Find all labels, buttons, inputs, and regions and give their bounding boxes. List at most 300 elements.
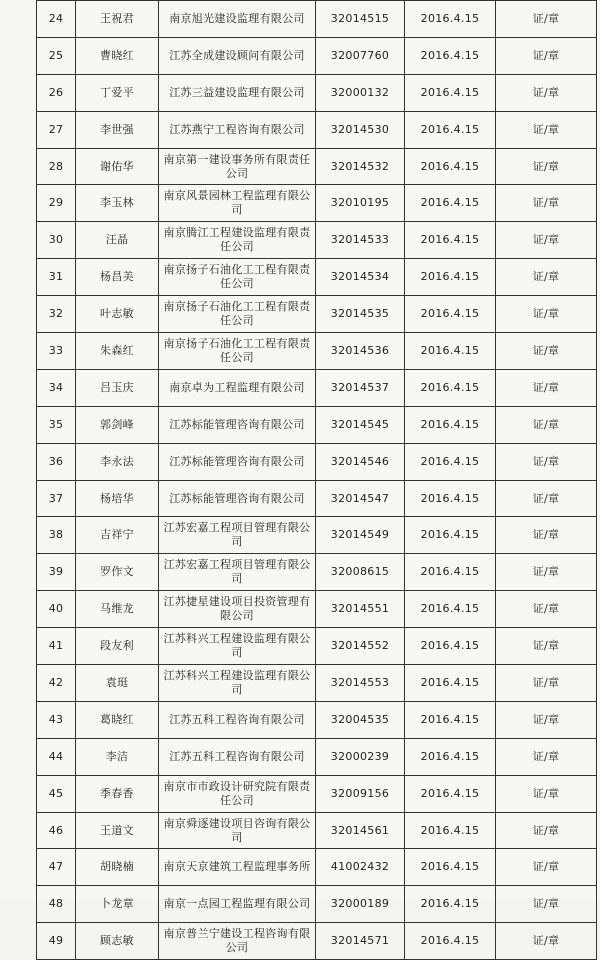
cell-issued (496, 554, 597, 591)
cell-number (37, 369, 76, 406)
cell-number (37, 1, 76, 38)
table-row (37, 775, 597, 812)
cell-date (405, 665, 496, 702)
cell-person-name-text: 顾志敏 (100, 934, 134, 948)
cell-certificate-number (316, 74, 405, 111)
cell-number (37, 443, 76, 480)
cell-date-text: 2016.4.15 (420, 380, 480, 394)
cell-date-text: 2016.4.15 (420, 454, 480, 468)
cell-company (159, 74, 316, 111)
cell-certificate-number (316, 406, 405, 443)
cell-certificate-number-text: 32014546 (330, 454, 390, 468)
cell-number-text: 27 (48, 122, 64, 136)
cell-company (159, 37, 316, 74)
cell-number-text: 26 (48, 85, 64, 99)
cell-person-name (76, 74, 159, 111)
cell-certificate-number-text: 32000239 (330, 749, 390, 763)
cell-certificate-number-text: 32014530 (330, 122, 390, 136)
cell-certificate-number-text: 32014552 (330, 639, 390, 653)
cell-company-text: 南京天京建筑工程监理事务所 (163, 860, 311, 874)
cell-company (159, 259, 316, 296)
cell-company-text: 南京风景园林工程监理有限公司 (163, 189, 311, 217)
cell-certificate-number (316, 591, 405, 628)
cell-person-name (76, 148, 159, 185)
cell-company-text: 南京腾江工程建设监理有限责任公司 (163, 226, 311, 254)
cell-certificate-number-text: 32014537 (330, 380, 390, 394)
cell-certificate-number-text: 32007760 (330, 48, 390, 62)
cell-company (159, 111, 316, 148)
cell-number (37, 74, 76, 111)
cell-date-text: 2016.4.15 (420, 159, 480, 173)
cell-person-name-text: 吉祥宁 (100, 528, 134, 542)
cell-date-text: 2016.4.15 (420, 491, 480, 505)
cell-issued (496, 812, 597, 849)
table-row (37, 480, 597, 517)
cell-person-name-text: 曹晓红 (100, 48, 134, 62)
cell-certificate-number (316, 37, 405, 74)
cell-person-name-text: 朱森红 (100, 343, 134, 357)
cell-number-text: 42 (48, 675, 64, 689)
cell-company (159, 812, 316, 849)
cell-date-text: 2016.4.15 (420, 343, 480, 357)
cell-certificate-number-text: 32014533 (330, 233, 390, 247)
cell-person-name (76, 443, 159, 480)
cell-person-name-text: 李世强 (100, 122, 134, 136)
cell-number-text: 47 (48, 860, 64, 874)
cell-issued (496, 923, 597, 960)
cell-issued-text: 证/章 (532, 307, 560, 321)
cell-number-text: 39 (48, 565, 64, 579)
cell-person-name (76, 1, 159, 38)
cell-number (37, 185, 76, 222)
cell-person-name-text: 罗作文 (100, 565, 134, 579)
cell-issued (496, 74, 597, 111)
cell-issued (496, 701, 597, 738)
cell-company-text: 南京市市政设计研究院有限责任公司 (163, 779, 311, 807)
cell-person-name-text: 丁爱平 (100, 85, 134, 99)
cell-issued-text: 证/章 (532, 343, 560, 357)
cell-certificate-number (316, 812, 405, 849)
cell-person-name-text: 吕玉庆 (100, 380, 134, 394)
table-row (37, 148, 597, 185)
table-row (37, 591, 597, 628)
cell-company (159, 628, 316, 665)
cell-company (159, 849, 316, 886)
cell-company-text: 江苏宏嘉工程项目管理有限公司 (163, 521, 311, 549)
table-body (37, 1, 597, 960)
cell-company (159, 517, 316, 554)
cell-date (405, 738, 496, 775)
cell-number (37, 886, 76, 923)
table-row (37, 406, 597, 443)
cell-number (37, 259, 76, 296)
cell-certificate-number (316, 111, 405, 148)
cell-number-text: 35 (48, 417, 64, 431)
cell-issued-text: 证/章 (532, 528, 560, 542)
cell-number-text: 41 (48, 639, 64, 653)
cell-person-name-text: 王道文 (100, 823, 134, 837)
cell-date (405, 37, 496, 74)
cell-date (405, 591, 496, 628)
cell-certificate-number (316, 222, 405, 259)
cell-person-name-text: 王祝君 (100, 11, 134, 25)
cell-company (159, 701, 316, 738)
cell-person-name (76, 628, 159, 665)
cell-number-text: 33 (48, 343, 64, 357)
cell-date-text: 2016.4.15 (420, 48, 480, 62)
cell-person-name (76, 738, 159, 775)
cell-company-text: 江苏燕宁工程咨询有限公司 (169, 122, 305, 136)
cell-certificate-number-text: 32014536 (330, 343, 390, 357)
cell-certificate-number (316, 775, 405, 812)
cell-person-name-text: 袁珽 (105, 675, 129, 689)
cell-date-text: 2016.4.15 (420, 85, 480, 99)
cell-issued (496, 443, 597, 480)
cell-company (159, 222, 316, 259)
cell-company-text: 江苏标能管理咨询有限公司 (169, 454, 305, 468)
cell-certificate-number-text: 32014532 (330, 159, 390, 173)
table-row (37, 443, 597, 480)
cell-company (159, 738, 316, 775)
table-row (37, 296, 597, 333)
cell-number (37, 628, 76, 665)
cell-date (405, 517, 496, 554)
cell-certificate-number-text: 32000189 (330, 897, 390, 911)
table-row (37, 886, 597, 923)
table-row (37, 554, 597, 591)
cell-number-text: 44 (48, 749, 64, 763)
cell-company-text: 南京扬子石油化工工程有限责任公司 (163, 300, 311, 328)
cell-issued (496, 517, 597, 554)
cell-person-name (76, 406, 159, 443)
cell-issued (496, 886, 597, 923)
cell-number (37, 480, 76, 517)
cell-certificate-number (316, 259, 405, 296)
cell-date (405, 74, 496, 111)
cell-company-text: 南京舜逐建设项目咨询有限公司 (163, 816, 311, 844)
cell-company-text: 江苏五科工程咨询有限公司 (169, 712, 305, 726)
cell-date-text: 2016.4.15 (420, 860, 480, 874)
cell-issued-text: 证/章 (532, 122, 560, 136)
cell-company (159, 554, 316, 591)
cell-issued-text: 证/章 (532, 675, 560, 689)
cell-issued-text: 证/章 (532, 270, 560, 284)
cell-person-name-text: 李洁 (105, 749, 129, 763)
cell-date (405, 886, 496, 923)
cell-certificate-number (316, 517, 405, 554)
cell-certificate-number (316, 443, 405, 480)
cell-issued (496, 148, 597, 185)
cell-issued (496, 1, 597, 38)
cell-number (37, 738, 76, 775)
cell-certificate-number-text: 32008615 (330, 565, 390, 579)
cell-number-text: 30 (48, 233, 64, 247)
cell-person-name (76, 554, 159, 591)
cell-company-text: 江苏标能管理咨询有限公司 (169, 491, 305, 505)
cell-certificate-number-text: 32014549 (330, 528, 390, 542)
cell-date (405, 701, 496, 738)
cell-issued (496, 591, 597, 628)
cell-certificate-number-text: 32014571 (330, 934, 390, 948)
cell-company-text: 江苏捷星建设项目投资管理有限公司 (163, 595, 311, 623)
table-row (37, 259, 597, 296)
cell-person-name-text: 李永法 (100, 454, 134, 468)
cell-date (405, 111, 496, 148)
cell-certificate-number (316, 480, 405, 517)
cell-number (37, 222, 76, 259)
registry-table (36, 0, 597, 960)
cell-number-text: 24 (48, 11, 64, 25)
cell-date (405, 812, 496, 849)
cell-certificate-number (316, 185, 405, 222)
cell-person-name (76, 886, 159, 923)
cell-issued-text: 证/章 (532, 380, 560, 394)
cell-person-name (76, 775, 159, 812)
cell-certificate-number-text: 32014545 (330, 417, 390, 431)
cell-number (37, 812, 76, 849)
cell-company-text: 南京一点园工程监理有限公司 (163, 897, 311, 911)
cell-certificate-number (316, 333, 405, 370)
cell-certificate-number-text: 32014561 (330, 823, 390, 837)
cell-person-name (76, 812, 159, 849)
cell-number (37, 296, 76, 333)
cell-person-name (76, 517, 159, 554)
cell-number-text: 31 (48, 270, 64, 284)
cell-certificate-number (316, 554, 405, 591)
cell-date-text: 2016.4.15 (420, 233, 480, 247)
cell-number (37, 406, 76, 443)
cell-date-text: 2016.4.15 (420, 897, 480, 911)
cell-number-text: 40 (48, 602, 64, 616)
cell-number-text: 46 (48, 823, 64, 837)
cell-certificate-number (316, 665, 405, 702)
cell-date (405, 222, 496, 259)
cell-company (159, 886, 316, 923)
cell-date-text: 2016.4.15 (420, 565, 480, 579)
cell-date-text: 2016.4.15 (420, 307, 480, 321)
cell-person-name (76, 333, 159, 370)
cell-issued-text: 证/章 (532, 639, 560, 653)
table-row (37, 849, 597, 886)
cell-date-text: 2016.4.15 (420, 934, 480, 948)
cell-company-text: 江苏标能管理咨询有限公司 (169, 417, 305, 431)
table-row (37, 738, 597, 775)
cell-number (37, 849, 76, 886)
cell-person-name (76, 480, 159, 517)
cell-certificate-number-text: 32009156 (330, 786, 390, 800)
cell-issued (496, 775, 597, 812)
cell-person-name (76, 111, 159, 148)
cell-issued-text: 证/章 (532, 159, 560, 173)
table-row (37, 1, 597, 38)
table-row (37, 333, 597, 370)
cell-certificate-number-text: 32014553 (330, 675, 390, 689)
cell-person-name-text: 段友利 (100, 639, 134, 653)
cell-person-name (76, 591, 159, 628)
cell-date (405, 554, 496, 591)
cell-company (159, 591, 316, 628)
cell-issued-text: 证/章 (532, 749, 560, 763)
table-row (37, 628, 597, 665)
cell-person-name (76, 222, 159, 259)
cell-certificate-number (316, 369, 405, 406)
cell-issued (496, 665, 597, 702)
cell-company (159, 665, 316, 702)
cell-issued-text: 证/章 (532, 454, 560, 468)
cell-date-text: 2016.4.15 (420, 823, 480, 837)
cell-date-text: 2016.4.15 (420, 122, 480, 136)
cell-number (37, 591, 76, 628)
cell-issued-text: 证/章 (532, 602, 560, 616)
table-row (37, 111, 597, 148)
cell-company-text: 南京第一建设事务所有限责任公司 (163, 152, 311, 180)
table-row (37, 74, 597, 111)
cell-person-name (76, 369, 159, 406)
cell-issued-text: 证/章 (532, 823, 560, 837)
table-row (37, 37, 597, 74)
cell-issued-text: 证/章 (532, 712, 560, 726)
cell-person-name-text: 叶志敏 (100, 307, 134, 321)
table-row (37, 701, 597, 738)
cell-certificate-number-text: 32014551 (330, 602, 390, 616)
cell-company (159, 369, 316, 406)
cell-number-text: 34 (48, 380, 64, 394)
cell-issued-text: 证/章 (532, 196, 560, 210)
cell-person-name (76, 665, 159, 702)
cell-number-text: 45 (48, 786, 64, 800)
cell-date (405, 333, 496, 370)
cell-company (159, 480, 316, 517)
cell-date-text: 2016.4.15 (420, 749, 480, 763)
cell-company (159, 148, 316, 185)
cell-date (405, 628, 496, 665)
cell-issued-text: 证/章 (532, 934, 560, 948)
cell-issued (496, 849, 597, 886)
cell-date-text: 2016.4.15 (420, 712, 480, 726)
cell-certificate-number (316, 628, 405, 665)
cell-certificate-number-text: 32010195 (330, 196, 390, 210)
cell-person-name-text: 胡晓楠 (100, 860, 134, 874)
cell-company-text: 江苏全成建设顾问有限公司 (169, 48, 305, 62)
cell-person-name-text: 郭剑峰 (100, 417, 134, 431)
cell-issued (496, 369, 597, 406)
cell-company-text: 南京扬子石油化工工程有限责任公司 (163, 336, 311, 364)
cell-number-text: 38 (48, 528, 64, 542)
cell-date (405, 443, 496, 480)
cell-certificate-number-text: 32014547 (330, 491, 390, 505)
cell-number-text: 32 (48, 307, 64, 321)
cell-number (37, 923, 76, 960)
cell-person-name-text: 谢佑华 (100, 159, 134, 173)
cell-issued (496, 406, 597, 443)
cell-company-text: 南京卓为工程监理有限公司 (169, 380, 305, 394)
cell-person-name-text: 季春香 (100, 786, 134, 800)
cell-issued (496, 333, 597, 370)
cell-issued (496, 738, 597, 775)
cell-issued (496, 185, 597, 222)
cell-certificate-number (316, 701, 405, 738)
cell-company (159, 406, 316, 443)
cell-company (159, 296, 316, 333)
cell-certificate-number (316, 296, 405, 333)
cell-person-name (76, 259, 159, 296)
cell-date-text: 2016.4.15 (420, 675, 480, 689)
table-row (37, 369, 597, 406)
cell-date-text: 2016.4.15 (420, 786, 480, 800)
cell-number (37, 665, 76, 702)
cell-company-text: 南京普兰宁建设工程咨询有限公司 (163, 927, 311, 955)
cell-date (405, 1, 496, 38)
cell-number-text: 25 (48, 48, 64, 62)
cell-number-text: 48 (48, 897, 64, 911)
cell-number (37, 517, 76, 554)
cell-issued-text: 证/章 (532, 786, 560, 800)
cell-company-text: 江苏科兴工程建设监理有限公司 (163, 632, 311, 660)
cell-date-text: 2016.4.15 (420, 270, 480, 284)
cell-number-text: 29 (48, 196, 64, 210)
cell-date-text: 2016.4.15 (420, 639, 480, 653)
table-row (37, 517, 597, 554)
cell-date (405, 185, 496, 222)
cell-number (37, 148, 76, 185)
cell-issued-text: 证/章 (532, 85, 560, 99)
cell-date (405, 369, 496, 406)
cell-date (405, 406, 496, 443)
cell-number-text: 36 (48, 454, 64, 468)
cell-date (405, 923, 496, 960)
cell-certificate-number (316, 738, 405, 775)
cell-person-name (76, 923, 159, 960)
cell-person-name-text: 汪晶 (105, 233, 129, 247)
cell-person-name (76, 701, 159, 738)
cell-certificate-number-text: 32014534 (330, 270, 390, 284)
cell-date-text: 2016.4.15 (420, 196, 480, 210)
cell-issued-text: 证/章 (532, 860, 560, 874)
cell-certificate-number-text: 32000132 (330, 85, 390, 99)
cell-number (37, 37, 76, 74)
cell-person-name-text: 李玉林 (100, 196, 134, 210)
cell-date-text: 2016.4.15 (420, 602, 480, 616)
cell-certificate-number (316, 148, 405, 185)
cell-number (37, 554, 76, 591)
cell-certificate-number (316, 923, 405, 960)
cell-person-name-text: 马维龙 (100, 602, 134, 616)
cell-issued-text: 证/章 (532, 233, 560, 247)
cell-number (37, 775, 76, 812)
cell-company-text: 南京扬子石油化工工程有限责任公司 (163, 263, 311, 291)
cell-number (37, 111, 76, 148)
cell-issued (496, 222, 597, 259)
cell-certificate-number (316, 1, 405, 38)
cell-issued-text: 证/章 (532, 48, 560, 62)
cell-certificate-number-text: 32004535 (330, 712, 390, 726)
cell-person-name (76, 849, 159, 886)
cell-person-name (76, 296, 159, 333)
cell-company (159, 443, 316, 480)
cell-company-text: 江苏宏嘉工程项目管理有限公司 (163, 558, 311, 586)
cell-issued-text: 证/章 (532, 491, 560, 505)
cell-company (159, 923, 316, 960)
cell-date (405, 775, 496, 812)
cell-certificate-number-text: 41002432 (330, 860, 390, 874)
cell-issued (496, 37, 597, 74)
cell-certificate-number-text: 32014515 (330, 11, 390, 25)
cell-person-name (76, 37, 159, 74)
cell-certificate-number (316, 849, 405, 886)
cell-date (405, 148, 496, 185)
cell-company (159, 775, 316, 812)
cell-date-text: 2016.4.15 (420, 11, 480, 25)
